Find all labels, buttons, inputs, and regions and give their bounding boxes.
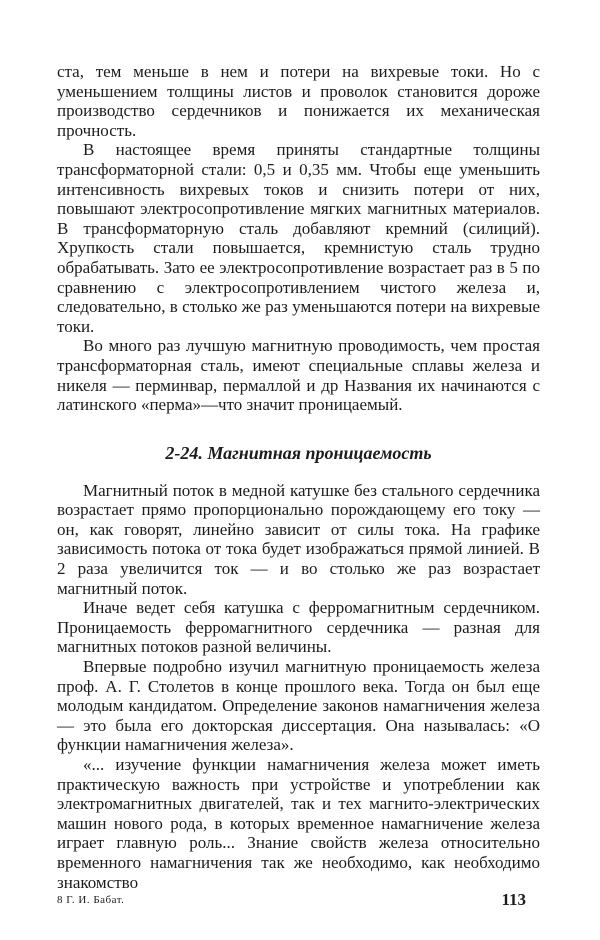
page-footer xyxy=(57,892,540,912)
page-number: 113 xyxy=(501,890,526,909)
printer-signature: 8 Г. И. Бабат. xyxy=(57,894,125,906)
paragraph-6: Впервые подробно изучил магнитную проницаемость железа проф. А. Г. Столетов в конце прошлого века. Тогда он был еще молодым кандидатом. Определение законов намагничения железа — это была его докторская диссертация. Она называлась: «О функции намагничения железа». xyxy=(57,657,540,755)
paragraph-3: Во много раз лучшую магнитную проводимость, чем простая трансформаторная сталь, имеют специальные сплавы железа и никеля — перминвар, пермаллой и др Названия их начинаются с латинского «перма»—что значит проницаемый. xyxy=(57,336,540,415)
paragraph-4: Магнитный поток в медной катушке без стального сердечника возрастает прямо пропорционально порождающему его току — он, как говорят, линейно зависит от силы тока. На графике зависимость потока от тока будет изображаться прямой линией. В 2 раза увеличится ток — и во столько же раз возрастает магнитный поток. xyxy=(57,480,540,598)
paragraph-5: Иначе ведет себя катушка с ферромагнитным сердечником. Проницаемость ферромагнитного сердечника — разная для магнитных потоков разной величины. xyxy=(57,598,540,657)
paragraph-2: В настоящее время приняты стандартные толщины трансформаторной стали: 0,5 и 0,35 мм. Чтобы еще уменьшить интенсивность вихревых токов и снизить потери от них, повышают электросопротивление мягких магнитных материалов. В трансформаторную сталь добавляют кремний (силиций). Хрупкость стали повышается, кремнистую сталь трудно обрабатывать. Зато ее электросопротивление возрастает раз в 5 по сравнению с электросопротивлением чистого железа и, следовательно, в столько же раз уменьшаются потери на вихревые токи. xyxy=(57,140,540,336)
paragraph-7-quote: «... изучение функции намагничения железа может иметь практическую важность при устройстве и употреблении как электромагнитных двигателей, так и тех магнито-электрических машин нового рода, в которых временное намагничение железа играет главную роль... Знание свойств железа относительно временного намагничения так же необходимо, как необходимо знакомство xyxy=(57,755,540,892)
paragraph-1: ста, тем меньше в нем и потери на вихревые токи. Но с уменьшением толщины листов и проволок становится дороже производство сердечников и понижается их механическая прочность. xyxy=(57,62,540,140)
section-heading: 2-24. Магнитная проницаемость xyxy=(165,442,432,463)
page-body xyxy=(57,62,540,892)
